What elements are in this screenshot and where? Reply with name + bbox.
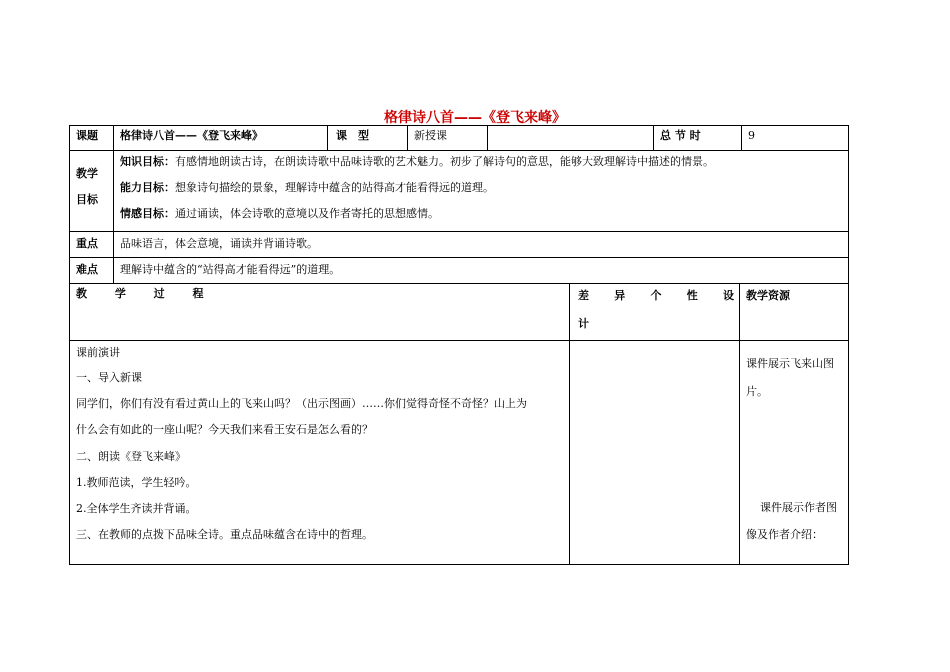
cell-type-value [408,126,488,151]
objective-knowledge-head: 知识目标： [120,155,175,168]
objective-ability-head: 能力目标： [120,181,175,194]
cell-process-body [70,341,570,565]
hours-value: 9 [748,129,755,142]
hours-label: 总 节 时 [660,129,701,142]
cell-objectives-label [70,151,114,232]
cell-differentiation-body [570,341,740,565]
cell-process-header [70,284,570,341]
difficulty-label: 难点 [76,263,98,276]
key-point-label: 重点 [76,237,98,250]
cell-objectives-content [114,151,849,232]
process-line: 三、在教师的点拨下品味全诗。重点品味蕴含在诗中的哲理。 [76,528,373,541]
objective-emotion-text: 通过诵读，体会诗歌的意境以及作者寄托的思想感情。 [175,207,439,220]
process-line: 2.全体学生齐读并背诵。 [76,502,197,515]
lesson-plan-table [69,125,849,565]
objective-knowledge [120,155,714,169]
key-point-text: 品味语言，体会意境，诵读并背诵诗歌。 [120,237,318,250]
document-title: 格律诗八首——《登飞来峰》 [384,110,566,126]
differentiation-header-line1 [578,289,734,303]
cell-key-content [114,232,849,258]
objective-knowledge-text: 有感情地朗读古诗，在朗读诗歌中品味诗歌的艺术魅力。初步了解诗句的意思，能够大致理解诗中描述的情景。 [175,155,714,168]
objectives-label-2: 目标 [76,193,98,206]
process-line: 二、朗读《登飞来峰》 [76,450,186,463]
process-line: 同学们，你们有没有看过黄山上的飞来山吗？（出示图画）……你们觉得奇怪不奇怪？山上为 [76,397,527,410]
cell-key-label [70,232,114,258]
type-label: 课 型 [336,129,369,142]
objective-emotion [120,207,439,221]
cell-blank [488,126,654,151]
process-line: 一、导入新课 [76,371,142,384]
objectives-label-1: 教学 [76,167,98,180]
diff-char-5: 设 [723,289,734,302]
topic-label: 课题 [76,129,98,142]
cell-topic-label [70,126,114,151]
process-header: 教 学 过 程 [76,287,216,300]
cell-type-label [328,126,408,151]
type-value: 新授课 [414,129,447,142]
resources-line: 课件展示飞来山图 [746,357,834,370]
cell-resources-header [740,284,849,341]
cell-difficulty-content [114,258,849,284]
cell-difficulty-label [70,258,114,284]
process-line: 1.教师范读，学生轻吟。 [76,476,197,489]
cell-resources-body [740,341,849,565]
resources-line: 片。 [746,385,768,398]
diff-char-4: 性 [686,289,698,302]
cell-topic-value [114,126,328,151]
process-line: 什么会有如此的一座山呢？今天我们来看王安石是怎么看的？ [76,423,373,436]
diff-char-2: 异 [614,289,626,302]
process-line: 课前演讲 [76,346,120,359]
resources-line: 课件展示作者图 [760,501,837,514]
objective-ability [120,181,494,195]
resources-line: 像及作者介绍： [746,528,823,541]
cell-diff-header [570,284,740,341]
diff-char-3: 个 [650,289,662,302]
cell-hours-label [654,126,742,151]
difficulty-text: 理解诗中蕴含的“站得高才能看得远”的道理。 [120,263,341,276]
diff-char-1: 差 [578,289,589,302]
differentiation-header-line2: 计 [578,317,589,330]
topic-value: 格律诗八首——《登飞来峰》 [120,129,263,142]
resources-header: 教学资源 [746,289,790,302]
objective-ability-text: 想象诗句描绘的景象，理解诗中蕴含的站得高才能看得远的道理。 [175,181,494,194]
cell-hours-value [742,126,849,151]
objective-emotion-head: 情感目标： [120,207,175,220]
